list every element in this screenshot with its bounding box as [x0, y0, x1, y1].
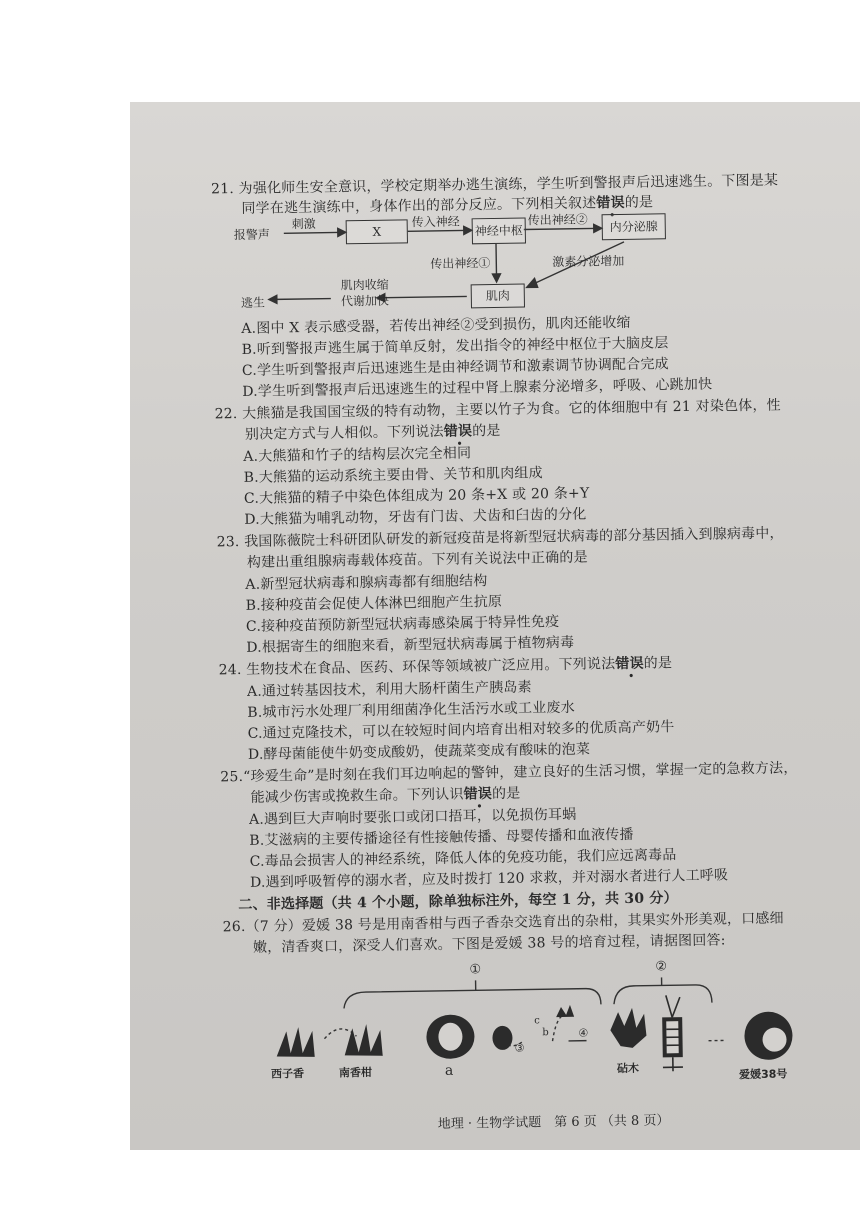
muscle-box: 肌肉	[471, 283, 525, 308]
q23-option-b: B.接种疫苗会促使人体淋巴细胞产生抗原	[245, 593, 503, 614]
q26-breeding-diagram	[255, 953, 817, 1102]
label-b: b	[542, 1027, 549, 1039]
q24-option-b: B.城市污水处理厂利用细菌净化生活污水或工业废水	[247, 699, 575, 721]
label-a: a	[444, 1062, 454, 1079]
q26-stem-line1: 26.（7 分）爱媛 38 号是用南香柑与西子香杂交选育出的杂柑，其果实外形美观，口感细	[222, 910, 784, 936]
q22-stem-line2: 别决定方式与人相似。下列说法错误的是	[244, 422, 501, 443]
receptor-x-box: X	[346, 219, 408, 244]
page-footer: 地理 · 生物学试题 第 6 页 （共 8 页）	[437, 1113, 670, 1132]
q22-option-b: B.大熊猫的运动系统主要由骨、关节和肌肉组成	[243, 465, 543, 486]
q26-stem-line2: 嫩，清香爽口，深受人们喜欢。下图是爱媛 38 号的培育过程，请据图回答:	[252, 932, 726, 956]
step-3-marker: ③	[514, 1041, 525, 1055]
exam-content	[130, 102, 860, 1150]
emphasis-wrong: 错误	[615, 655, 644, 673]
nerve-center-box: 神经中枢	[472, 217, 526, 244]
q21-reflex-diagram	[233, 204, 755, 312]
xizixiang-label: 西子香	[270, 1067, 305, 1081]
afferent-nerve-label: 传入神经	[411, 214, 460, 230]
q22-stem-line1: 22. 大熊猫是我国国宝级的特有动物，主要以竹子为食。它的体细胞中有 21 对染色体，性	[214, 397, 781, 423]
escape-label: 逃生	[240, 295, 266, 310]
q24-stem: 24. 生物技术在食品、医药、环保等领域被广泛应用。下列说法错误的是	[218, 655, 673, 679]
q22-option-d: D.大熊猫为哺乳动物，牙齿有门齿、犬齿和臼齿的分化	[244, 506, 587, 528]
q24-option-d: D.酵母菌能使牛奶变成酸奶，使蔬菜变成有酸味的泡菜	[247, 741, 591, 763]
section-2-heading: 二、非选择题（共 4 个小题，除单独标注外，每空 1 分，共 30 分）	[238, 890, 678, 914]
muscle-contract-label: 肌肉收缩	[340, 277, 389, 293]
emphasis-wrong: 错误	[463, 786, 493, 803]
exam-page-photo	[130, 102, 860, 1150]
q23-option-a: A.新型冠状病毒和腺病毒都有细胞结构	[245, 573, 488, 593]
q25-stem-line2: 能减少伤害或挽救生命。下列认识错误的是	[250, 785, 521, 806]
q21-stem-line2: 同学在逃生演练中，身体作出的部分反应。下列相关叙述错误的是	[241, 194, 654, 217]
hormone-increase-label: 激素分泌增加	[552, 253, 625, 270]
emphasis-wrong: 错误	[443, 423, 473, 440]
aiyuan38-label: 爱媛38号	[738, 1067, 788, 1082]
q24-option-c: C.通过克隆技术，可以在较短时间内培育出相对较多的优质高产奶牛	[247, 719, 675, 742]
step-2-marker: ②	[655, 959, 668, 975]
q22-option-c: C.大熊猫的精子中染色体组成为 20 条+X 或 20 条+Y	[243, 485, 590, 507]
q25-option-c: C.毒品会损害人的神经系统，降低人体的免疫功能，我们应远离毒品	[249, 847, 677, 870]
q21-option-a: A.图中 X 表示感受器，若传出神经②受到损伤，肌肉还能收缩	[241, 314, 631, 337]
emphasis-wrong: 错误	[596, 194, 625, 212]
q23-option-d: D.根据寄生的细胞来看，新型冠状病毒属于植物病毒	[246, 634, 575, 656]
endocrine-gland-box: 内分泌腺	[602, 213, 666, 240]
q25-option-b: B.艾滋病的主要传播途径有性接触传播、母婴传播和血液传播	[249, 826, 634, 849]
q21-option-d: D.学生听到警报声后迅速逃生的过程中肾上腺素分泌增多，呼吸、心跳加快	[242, 376, 713, 400]
efferent-nerve-1-label: 传出神经①	[430, 256, 491, 271]
q25-option-a: A.遇到巨大声响时要张口或闭口捂耳，以免损伤耳蜗	[248, 806, 577, 828]
step-4-marker: ④	[578, 1026, 589, 1040]
label-c: c	[534, 1015, 540, 1027]
rootstock-label: 砧木	[616, 1061, 640, 1076]
step-1-marker: ①	[469, 962, 482, 978]
metabolism-label: 代谢加快	[340, 293, 390, 309]
q23-stem-line1: 23. 我国陈薇院士科研团队研发的新冠疫苗是将新型冠状病毒的部分基因插入到腺病毒中，	[216, 525, 784, 551]
q21-option-b: B.听到警报声逃生属于简单反射，发出指令的神经中枢位于大脑皮层	[241, 335, 669, 358]
q22-option-a: A.大熊猫和竹子的结构层次完全相同	[243, 445, 472, 465]
q25-stem-line1: 25.“珍爱生命”是时刻在我们耳边响起的警钟，建立良好的生活习惯，掌握一定的急救方法，	[220, 760, 798, 786]
efferent-nerve-2-label: 传出神经②	[527, 212, 588, 228]
q25-option-d: D.遇到呼吸暂停的溺水者，应及时拨打 120 求救，并对溺水者进行人工呼吸	[249, 867, 729, 891]
q24-option-a: A.通过转基因技术，利用大肠杆菌生产胰岛素	[246, 679, 532, 700]
q23-option-c: C.接种疫苗预防新型冠状病毒感染属于特异性免疫	[245, 613, 560, 635]
q21-stem-line1: 21. 为强化师生安全意识，学校定期举办逃生演练，学生听到警报声后迅速逃生。下图是某	[210, 172, 779, 198]
nanxianggan-label: 南香柑	[338, 1065, 373, 1080]
q21-option-c: C.学生听到警报声后迅速逃生是由神经调节和激素调节协调配合完成	[241, 356, 669, 379]
alarm-label: 报警声	[233, 227, 270, 243]
q23-stem-line2: 构建出重组腺病毒载体疫苗。下列有关说法中正确的是	[246, 549, 588, 571]
stimulus-label: 刺激	[291, 216, 316, 232]
